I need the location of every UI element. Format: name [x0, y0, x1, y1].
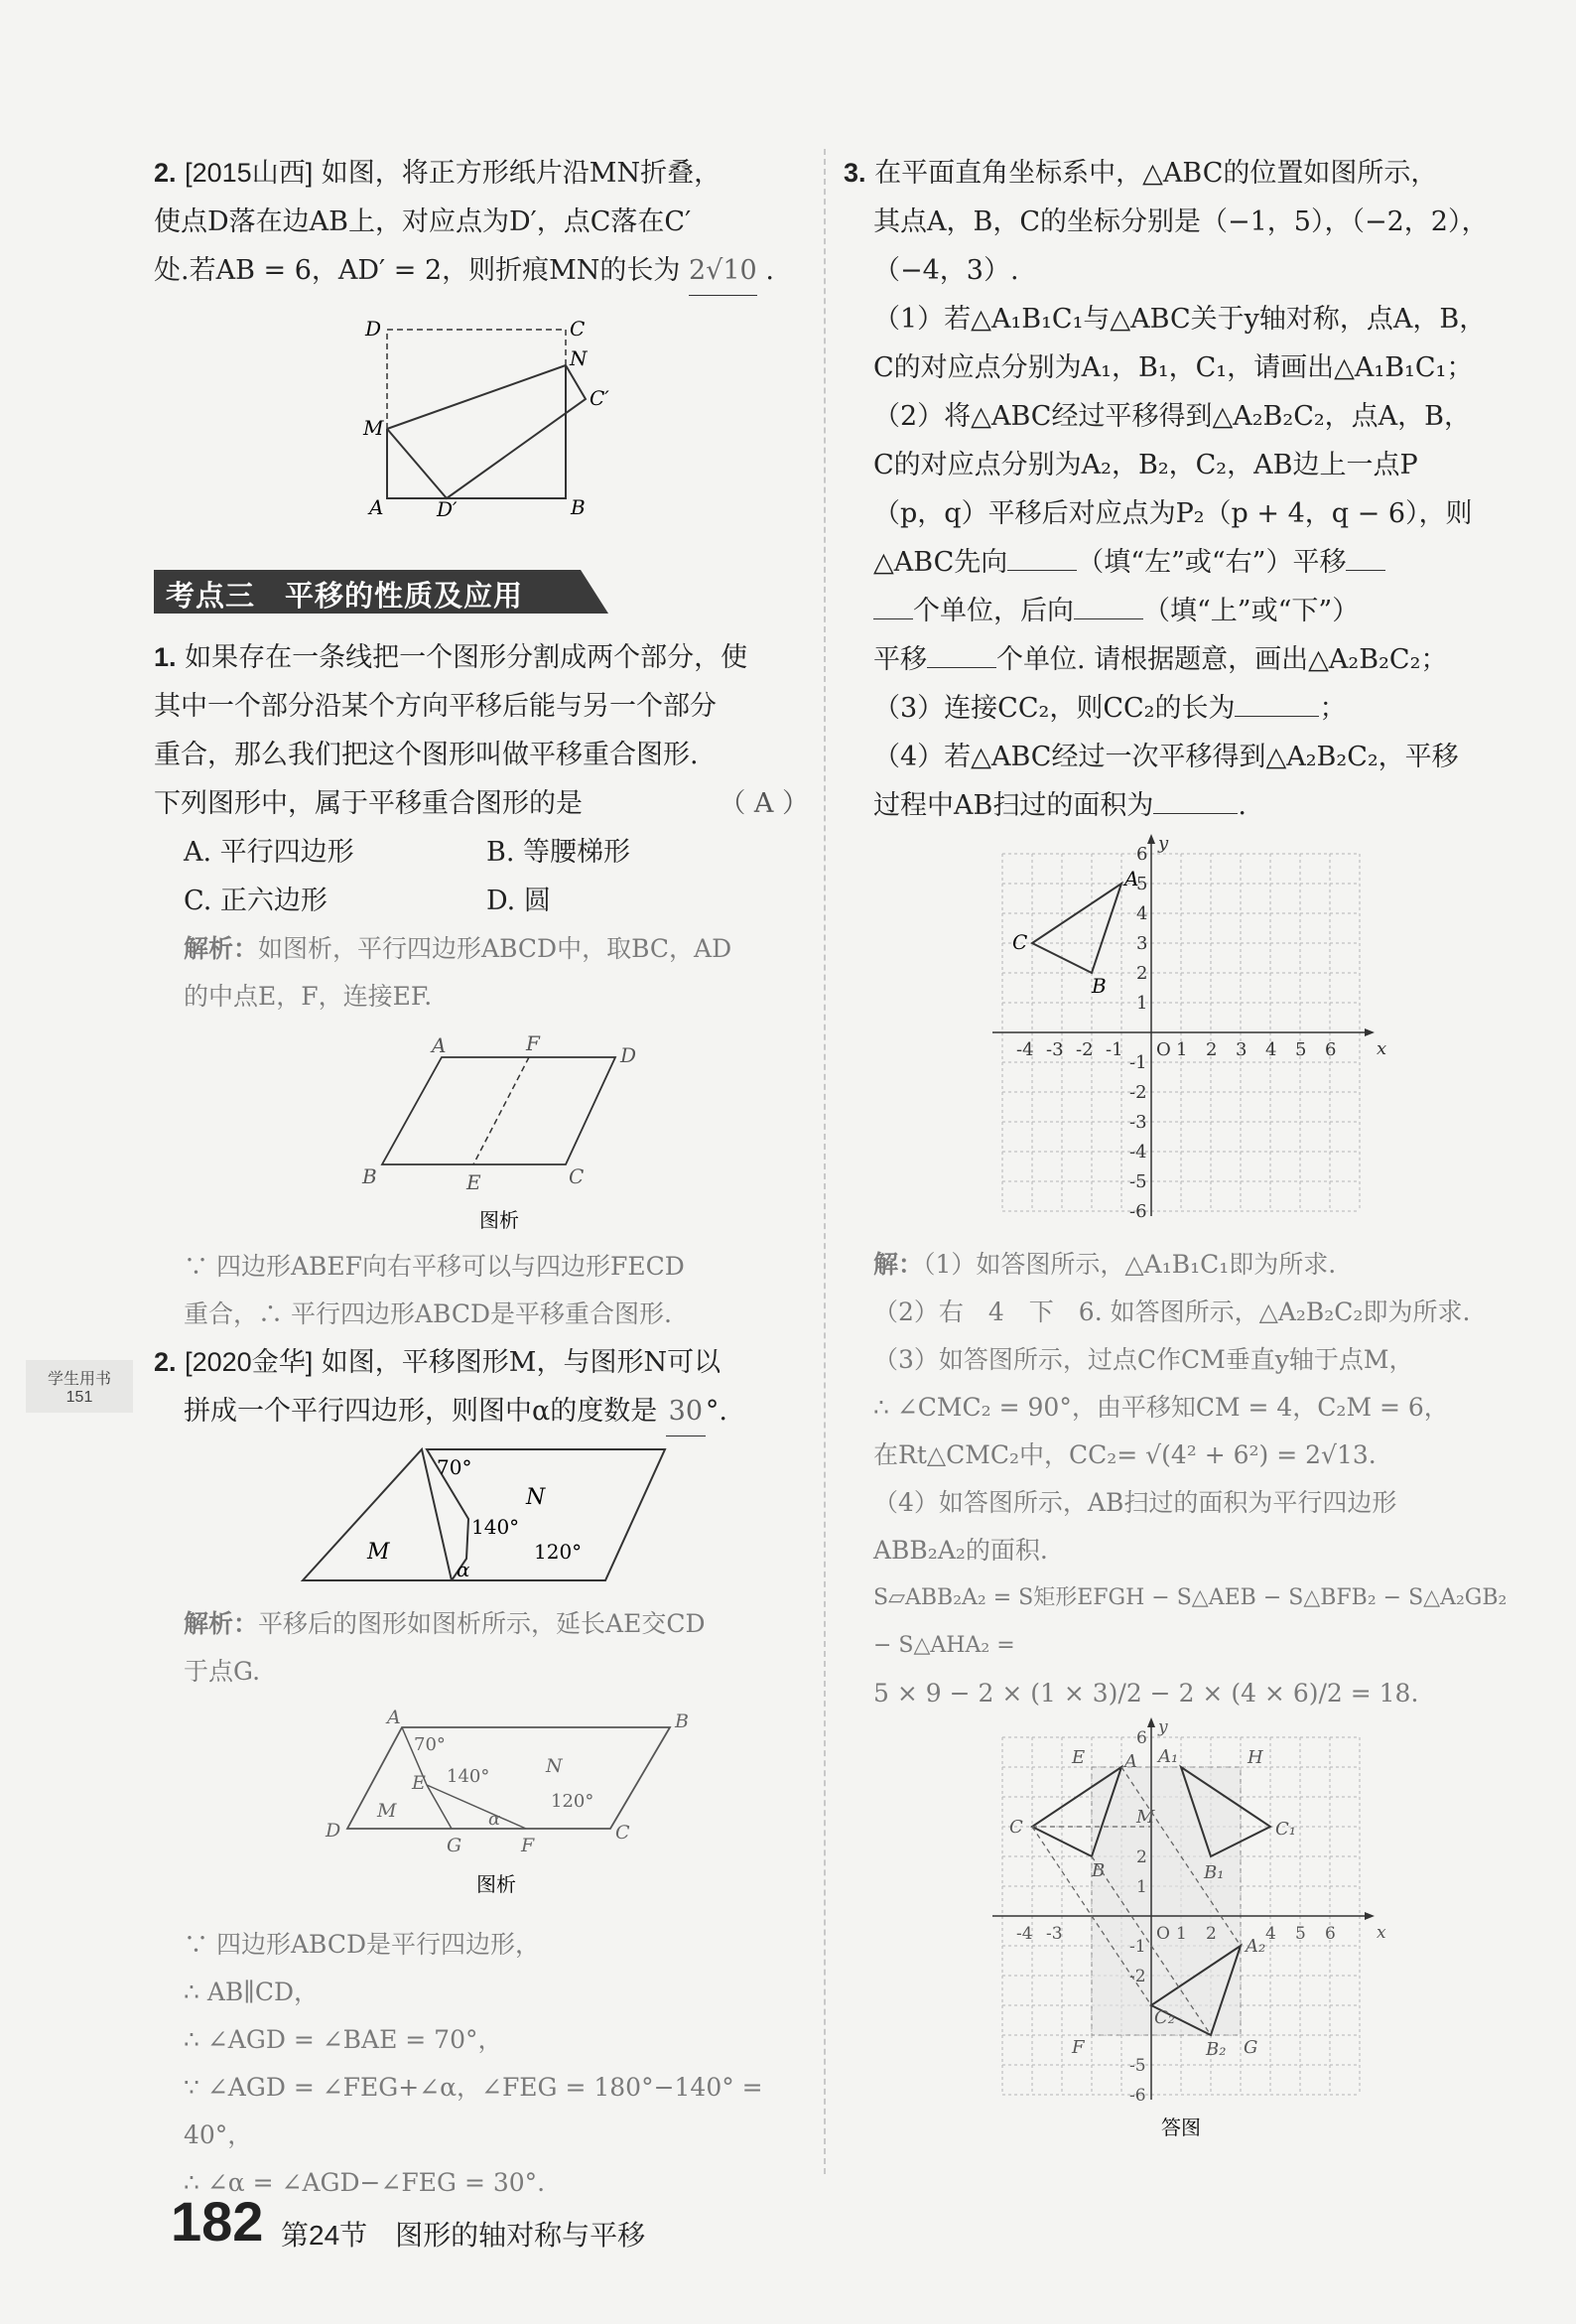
- label-D: D: [365, 318, 382, 341]
- svg-text:H: H: [1248, 1747, 1263, 1768]
- svg-text:α: α: [488, 1809, 501, 1830]
- svg-text:-6: -6: [1129, 1201, 1147, 1222]
- svg-text:6: 6: [1325, 1924, 1336, 1944]
- q1-conclusion: ∵ 四边形ABEF向右平移可以与四边形FECD 重合，∴ 平行四边形ABCD是平移重合图形.: [184, 1252, 685, 1328]
- svg-text:-3: -3: [1046, 1924, 1063, 1944]
- parallelogram-figure: [352, 1032, 660, 1241]
- page-number: 182: [171, 2190, 264, 2253]
- label-B: B: [362, 1164, 377, 1188]
- svg-text:x: x: [1377, 1038, 1387, 1059]
- svg-text:A: A: [1124, 1751, 1137, 1772]
- svg-text:G: G: [447, 1835, 462, 1856]
- svg-text:-2: -2: [1129, 1082, 1147, 1103]
- svg-text:M: M: [1136, 1807, 1155, 1828]
- svg-text:2: 2: [1206, 1924, 1217, 1944]
- svg-text:70°: 70°: [414, 1734, 446, 1755]
- fold-figure: [357, 318, 615, 516]
- svg-text:x: x: [1377, 1923, 1386, 1943]
- column-divider: [824, 149, 826, 2174]
- svg-text:B₂: B₂: [1206, 2039, 1227, 2060]
- svg-text:B: B: [675, 1710, 689, 1732]
- svg-text:3: 3: [1236, 1039, 1248, 1060]
- point-B: B: [1092, 974, 1107, 998]
- svg-text:-4: -4: [1129, 1142, 1147, 1162]
- label-Cprime: C′: [590, 386, 609, 410]
- q2-steps: ∵ 四边形ABCD是平行四边形， ∴ AB∥CD， ∴ ∠AGD = ∠BAE = 70°， ∵ ∠AGD = ∠FEG+∠α，∠FEG = 180°−140° = 40°， ∴ ∠α = ∠AGD−∠FEG = 30°.: [184, 1930, 763, 2197]
- question-1: 1. 如果存在一条线把一个图形分割成两个部分，使 其中一个部分沿某个方向平移后能与另一个部分 重合，那么我们把这个图形叫做平移重合图形. 下列图形中，属于平移重合图形的是 （ A ） A. 平行四边形 B. 等腰梯形 C. 正六边形 D. 圆 解析：如图析，平行四边形ABCD中，取BC，AD 的中点E，F，连接EF.: [154, 642, 809, 1011]
- svg-text:α: α: [457, 1558, 470, 1581]
- svg-text:G: G: [1244, 2037, 1258, 2058]
- svg-text:-3: -3: [1129, 1112, 1147, 1133]
- answer-figure-caption: 答图: [1161, 2118, 1201, 2139]
- svg-text:C₁: C₁: [1275, 1819, 1296, 1840]
- side-tab: 学生用书 151: [26, 1360, 133, 1413]
- svg-text:D: D: [326, 1820, 341, 1842]
- svg-text:-1: -1: [1106, 1039, 1123, 1060]
- svg-text:N: N: [546, 1755, 563, 1777]
- svg-text:140°: 140°: [447, 1766, 490, 1787]
- svg-text:E: E: [1072, 1747, 1086, 1768]
- svg-text:-2: -2: [1076, 1039, 1094, 1060]
- label-M: M: [363, 416, 384, 440]
- label-D: D: [620, 1043, 637, 1067]
- svg-text:2: 2: [1136, 963, 1148, 984]
- answer-blank: 2√10: [689, 246, 757, 296]
- svg-text:C: C: [1009, 1817, 1023, 1838]
- axis-labels: [1016, 833, 1386, 1222]
- q2-analysis: 解析：平移后的图形如图析所示，延长AE交CD 于点G.: [184, 1609, 706, 1686]
- svg-text:O: O: [1156, 1039, 1171, 1060]
- svg-text:140°: 140°: [471, 1515, 520, 1539]
- option-d: D. 圆: [486, 886, 551, 916]
- section-banner: [154, 566, 610, 617]
- svg-text:-5: -5: [1129, 2056, 1146, 2076]
- question-2015: 2. [2015山西] 如图，将正方形纸片沿MN折叠，: [154, 158, 722, 189]
- option-c: C. 正六边形: [184, 886, 328, 916]
- svg-text:图析: 图析: [476, 1874, 516, 1896]
- svg-text:-5: -5: [1129, 1171, 1147, 1192]
- svg-text:6: 6: [1325, 1039, 1337, 1060]
- svg-text:F: F: [521, 1835, 535, 1856]
- chapter-title: 第24节 图形的轴对称与平移: [281, 2220, 646, 2251]
- svg-text:70°: 70°: [437, 1455, 472, 1479]
- svg-text:4: 4: [1265, 1924, 1276, 1944]
- svg-text:-1: -1: [1129, 1937, 1146, 1957]
- point-C: C: [1012, 930, 1028, 954]
- label-A: A: [432, 1033, 447, 1057]
- label-E: E: [466, 1170, 481, 1194]
- svg-text:1: 1: [1136, 1877, 1147, 1897]
- svg-text:A: A: [387, 1708, 401, 1728]
- svg-text:5: 5: [1136, 874, 1148, 894]
- svg-text:2: 2: [1136, 1847, 1147, 1867]
- svg-text:E: E: [412, 1772, 426, 1794]
- svg-text:F: F: [1072, 2037, 1085, 2058]
- svg-text:5: 5: [1295, 1924, 1306, 1944]
- svg-text:120°: 120°: [551, 1791, 594, 1812]
- svg-text:-6: -6: [1129, 2086, 1146, 2106]
- svg-text:N: N: [526, 1485, 546, 1510]
- analysis-figure: [318, 1708, 715, 1906]
- svg-text:C: C: [615, 1822, 630, 1844]
- svg-text:1: 1: [1136, 993, 1148, 1014]
- option-b: B. 等腰梯形: [486, 837, 631, 868]
- svg-text:O: O: [1156, 1924, 1170, 1944]
- svg-text:y: y: [1158, 833, 1169, 854]
- svg-text:4: 4: [1136, 903, 1148, 924]
- label-C: C: [569, 1164, 585, 1188]
- svg-text:4: 4: [1265, 1039, 1277, 1060]
- svg-text:M: M: [367, 1540, 390, 1565]
- svg-text:y: y: [1158, 1717, 1168, 1737]
- svg-text:2: 2: [1206, 1039, 1218, 1060]
- left-column: 2. [2015山西] 如图，将正方形纸片沿MN折叠， 使点D落在边AB上，对应点为D′，点C落在C′ 处.若AB = 6，AD′ = 2，则折痕MN的长为 2√10 .: [154, 149, 809, 296]
- svg-text:-2: -2: [1129, 1967, 1146, 1986]
- label-Dprime: D′: [437, 497, 458, 516]
- svg-text:1: 1: [1176, 1924, 1187, 1944]
- svg-text:120°: 120°: [534, 1540, 583, 1564]
- svg-text:6: 6: [1136, 1728, 1147, 1748]
- svg-text:5: 5: [1295, 1039, 1307, 1060]
- svg-text:1: 1: [1176, 1039, 1188, 1060]
- label-C: C: [570, 318, 586, 341]
- section-title: 考点三 平移的性质及应用: [166, 581, 524, 613]
- svg-text:A₂: A₂: [1246, 1936, 1266, 1957]
- question-3: 3. 在平面直角坐标系中，△ABC的位置如图所示， 其点A，B，C的坐标分别是（−1，5），（−2，2）， （−4，3）. （1）若△A₁B₁C₁与△ABC关于y轴对称，点A，B， C的对应点分别为A₁，B₁，C₁，请画出△A₁B₁C₁； （2）将△ABC经过平移得到△A₂B₂C₂，点A，B， C的对应点分别为A₂，B₂，C₂，AB边上一点P （p，q）平移后对应点为P₂（p + 4，q − 6），则 △ABC先向 （填“左”或“右”）平移 个单位，后向 （填“上”或“下”） 平移 个单位. 请根据题意，画出△A₂B₂C₂； （3）连接CC₂，则CC₂的长为 ； （4）若△ABC经过一次平移得到△A₂B₂C₂，平移 过程中AB扫过的面积为 .: [844, 158, 1489, 821]
- q3-solution: 解：（1）如答图所示，△A₁B₁C₁即为所求. （2）右 4 下 6. 如答图所示，△A₂B₂C₂即为所求. （3）如答图所示，过点C作CM垂直y轴于点M， ∴ ∠CMC₂ = 90°，由平移知CM = 4，C₂M = 6， 在Rt△CMC₂中，CC₂= √(4² + 6²) = 2√13. （4）如答图所示，AB扫过的面积为平行四边形 ABB₂A₂的面积. S▱ABB₂A₂ = S矩形EFGH − S△AEB − S△BFB₂ − S△A₂GB₂ − S△AHA₂ = 5 × 9 − 2 × (1 × 3)/2 − 2 × (4 × 6)/2 = 18.: [873, 1250, 1508, 1708]
- shapes-mn-figure: [298, 1439, 675, 1598]
- figure-caption: 图析: [479, 1210, 519, 1232]
- svg-text:6: 6: [1136, 844, 1148, 865]
- coordinate-grid-1: [987, 824, 1394, 1231]
- label-B: B: [571, 495, 586, 516]
- svg-text:-4: -4: [1016, 1039, 1034, 1060]
- svg-text:A₁: A₁: [1158, 1746, 1179, 1767]
- question-2020: 2. [2020金华] 如图，平移图形M，与图形N可以 拼成一个平行四边形，则图中α的度数是 30 °.: [154, 1338, 809, 1436]
- choice-answer: （ A ）: [719, 788, 809, 819]
- label-N: N: [570, 346, 588, 370]
- point-A: A: [1124, 867, 1139, 890]
- svg-text:3: 3: [1136, 933, 1148, 954]
- svg-text:-4: -4: [1016, 1924, 1033, 1944]
- svg-text:-3: -3: [1046, 1039, 1064, 1060]
- label-A: A: [369, 495, 384, 516]
- svg-text:-1: -1: [1129, 1052, 1147, 1073]
- svg-text:B₁: B₁: [1204, 1862, 1225, 1883]
- option-a: A. 平行四边形: [184, 837, 354, 868]
- svg-text:M: M: [377, 1800, 397, 1822]
- coordinate-grid-2: [987, 1708, 1394, 2154]
- label-F: F: [526, 1032, 540, 1055]
- svg-text:C₂: C₂: [1154, 2007, 1175, 2028]
- svg-text:B: B: [1092, 1860, 1106, 1881]
